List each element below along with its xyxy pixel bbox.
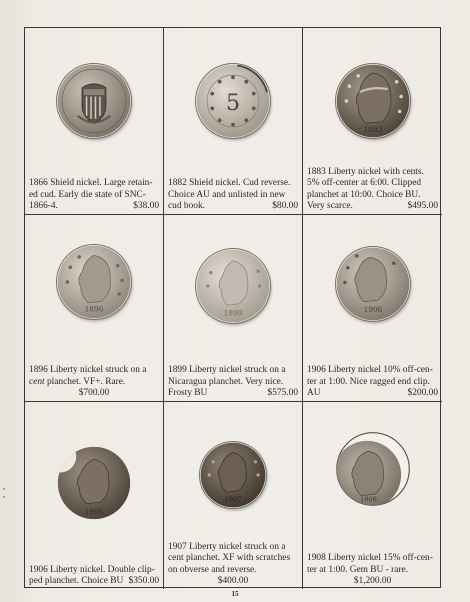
caption-line: 1882 Shield nickel. Cud reverse.: [168, 178, 291, 189]
coin-image-liberty-head: [336, 64, 410, 138]
coin-caption: [307, 365, 438, 399]
coin-image-liberty-head: [200, 442, 266, 508]
caption-line: ter at 1:00. Gem BU - rare.: [307, 564, 409, 575]
price: $1,200.00: [353, 575, 392, 586]
caption-line: Very scarce.: [307, 200, 353, 211]
caption-line: 1908 Liberty nickel 15% off-cen-: [307, 553, 433, 564]
coin-image-shield-nickel: [57, 64, 131, 138]
coin-grid: [24, 27, 441, 588]
coin-caption: [307, 167, 438, 212]
coin-cell-1866-shield: [25, 28, 164, 215]
price: $495.00: [407, 200, 438, 211]
price: $575.00: [267, 387, 298, 398]
coin-caption: [29, 178, 159, 212]
caption-line: cent planchet. XF with scratches: [168, 553, 291, 564]
caption-line: Frosty BU: [168, 387, 208, 398]
price: $350.00: [128, 575, 159, 586]
caption-line: Choice AU and unlisted in new: [168, 189, 286, 200]
caption-line: 1907 Liberty nickel struck on a: [168, 542, 286, 553]
coin-image-shield-reverse: [196, 64, 270, 138]
coin-cell-1896-liberty: [25, 215, 164, 402]
price: $38.00: [133, 200, 159, 211]
coin-photo: [57, 245, 131, 319]
coin-cell-1906-off-center: [303, 215, 442, 402]
coin-cell-1899-liberty: [164, 215, 303, 402]
caption-line: 1906 Liberty nickel 10% off-cen-: [307, 365, 433, 376]
coin-caption: [168, 365, 298, 399]
coin-caption: [29, 565, 159, 587]
caption-line: cud book.: [168, 200, 205, 211]
caption-line: ped planchet. Choice BU: [29, 575, 124, 586]
scan-speck: [3, 496, 5, 498]
price: $200.00: [407, 387, 438, 398]
caption-line: AU: [307, 387, 321, 398]
caption-line: 1866 Shield nickel. Large retain-: [29, 178, 153, 189]
coin-cell-1908-off-center: [303, 402, 442, 589]
caption-line: Nicaragua planchet. Very nice.: [168, 376, 284, 387]
coin-photo: [57, 64, 131, 138]
coin-cell-1907-cent-planchet: [164, 402, 303, 589]
coin-cell-1883-liberty: [303, 28, 442, 215]
svg-text:1906: 1906: [84, 507, 104, 517]
svg-text:1908: 1908: [359, 495, 377, 504]
scan-speck: [3, 488, 5, 490]
coin-caption: [307, 553, 438, 587]
svg-text:1907: 1907: [224, 495, 242, 504]
coin-image-clipped-planchet: [57, 446, 131, 520]
coin-cell-1882-shield: [164, 28, 303, 215]
price: $80.00: [272, 200, 298, 211]
coin-photo: [57, 446, 131, 520]
caption-line: 1896 Liberty nickel struck on a: [29, 365, 147, 376]
caption-line: ed cud. Early die state of SNC-: [29, 189, 146, 200]
coin-caption: [168, 542, 298, 587]
caption-line: 1866-4.: [29, 200, 58, 211]
svg-text:1906: 1906: [363, 305, 382, 315]
caption-italic: cent: [29, 376, 45, 387]
svg-text:1896: 1896: [84, 304, 104, 314]
coin-photo: [196, 249, 270, 323]
coin-image-liberty-head: [336, 247, 410, 321]
coin-photo: [196, 64, 270, 138]
coin-photo: [336, 247, 410, 321]
coin-image-liberty-head: [57, 245, 131, 319]
coin-photo: [336, 432, 410, 506]
caption-line: planchet. VF+. Rare.: [44, 376, 126, 387]
price: $700.00: [78, 387, 110, 398]
coin-caption: [168, 178, 298, 212]
caption-line: 1883 Liberty nickel with cents.: [307, 167, 424, 178]
svg-text:1899: 1899: [223, 308, 243, 318]
coin-image-liberty-head: [196, 249, 270, 323]
caption-line: ter at 1:00. Nice ragged end clip.: [307, 376, 430, 387]
svg-text:1883: 1883: [363, 125, 382, 135]
caption-line: 1899 Liberty nickel struck on a: [168, 365, 286, 376]
price: $400.00: [217, 575, 249, 586]
page-number: 15: [231, 590, 239, 598]
coin-photo: [336, 64, 410, 138]
caption-line: 5% off-center at 6:00. Clipped: [307, 178, 422, 189]
caption-line: on obverse and reverse.: [168, 564, 257, 575]
coin-image-off-center: [336, 432, 410, 506]
caption-line: planchet at 10:00. Choice BU.: [307, 189, 421, 200]
coin-caption: [29, 365, 159, 399]
caption-line: 1906 Liberty nickel. Double clip-: [29, 564, 155, 575]
svg-text:5: 5: [225, 89, 241, 116]
coin-photo: [200, 442, 266, 508]
coin-cell-1906-double-clip: [25, 402, 164, 589]
